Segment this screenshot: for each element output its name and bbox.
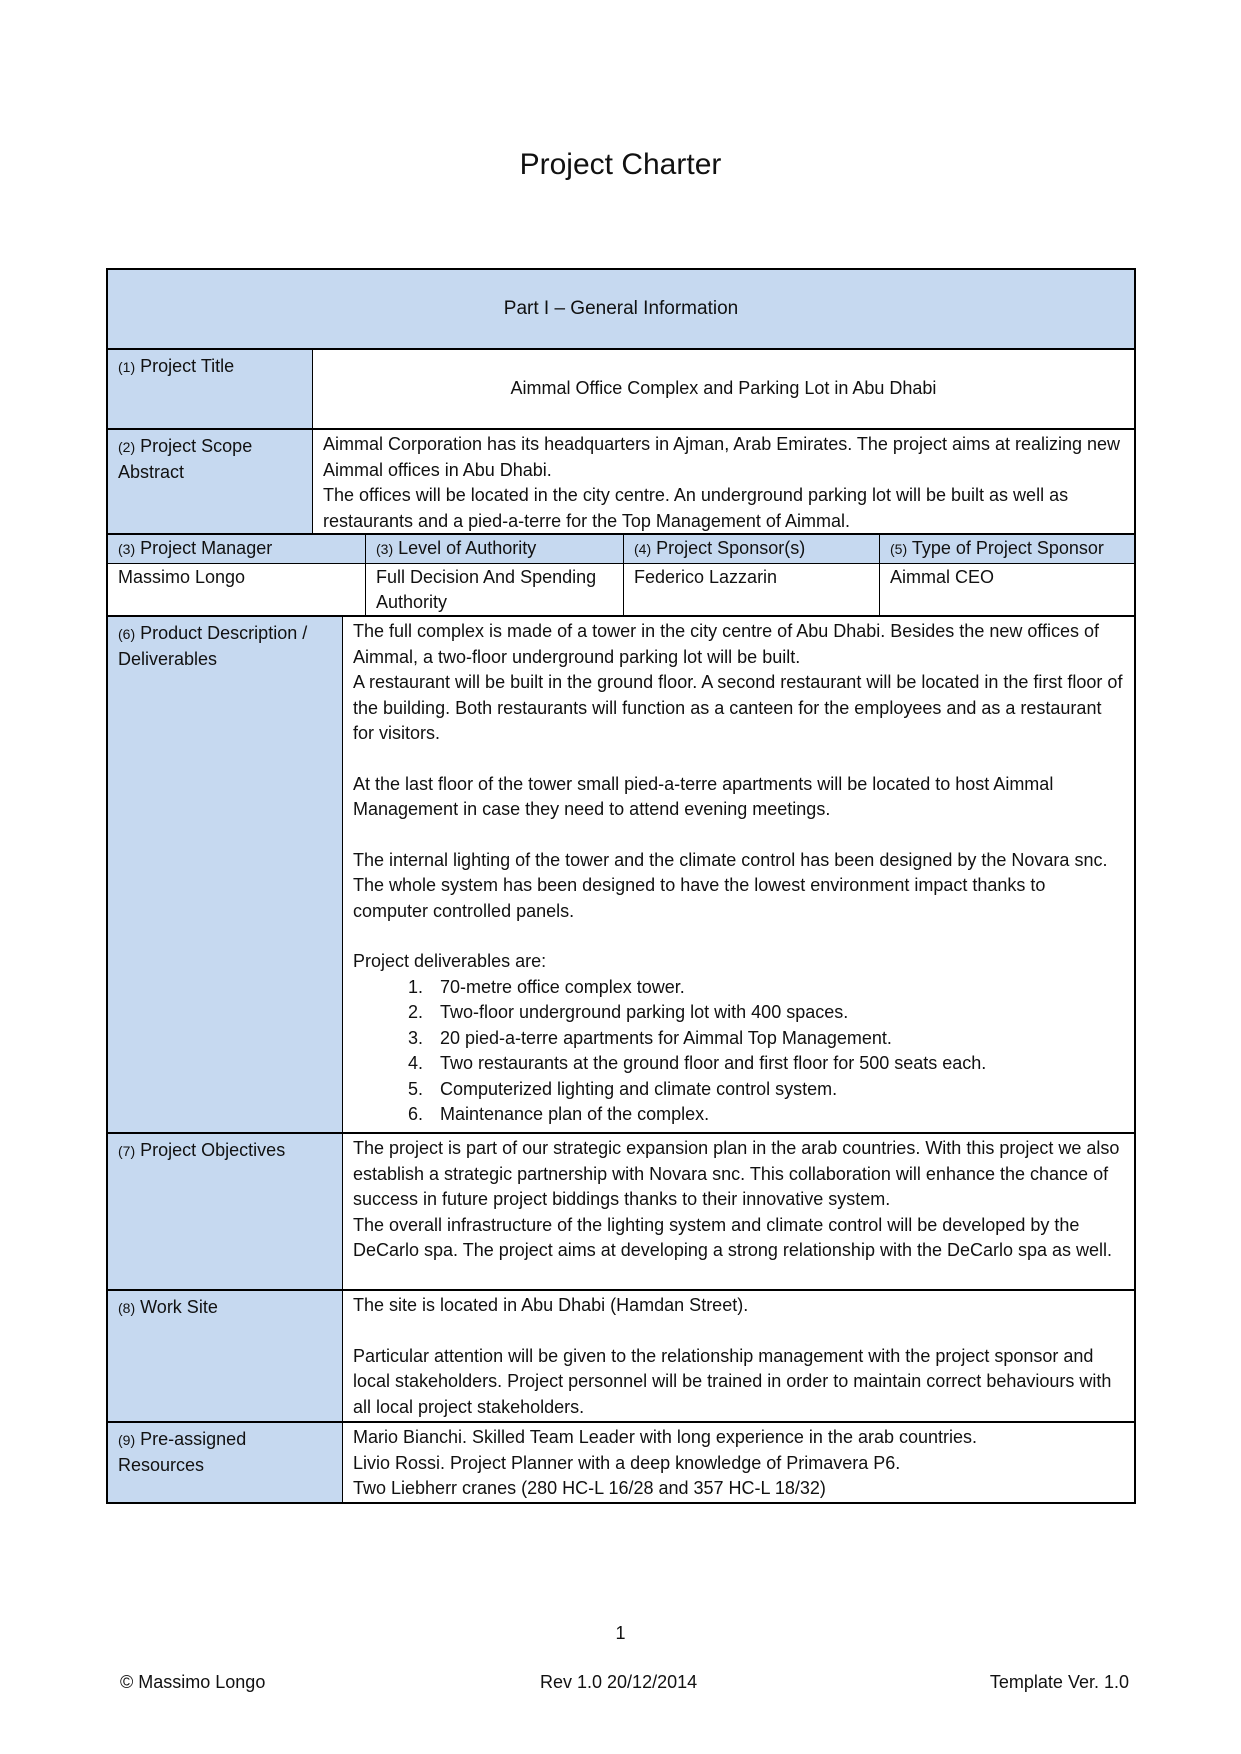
- resources-label: [108, 1423, 343, 1502]
- field-label: Work Site: [140, 1297, 218, 1317]
- objectives-paragraph: The overall infrastructure of the lighting system and climate control will be developed by the DeCarlo spa. The project aims at developing a strong relationship with the DeCarlo spa as well.: [353, 1214, 1113, 1260]
- sponsor-value: Federico Lazzarin: [624, 564, 880, 616]
- part-header: Part I – General Information: [108, 270, 1134, 348]
- manager-value: Massimo Longo: [108, 564, 366, 616]
- scope-line: The offices will be located in the city centre. An underground parking lot will be built as well as restaurants and a pied-a-terre for the Top Management of Aimmal.: [323, 485, 1069, 531]
- field-label: Pre-assigned Resources: [118, 1429, 247, 1475]
- worksite-label: [108, 1291, 343, 1421]
- scope-line: Aimmal Corporation has its headquarters in Ajman, Arab Emirates. The project aims at realizing new Aimmal offices in Abu Dhabi.: [323, 434, 1121, 480]
- worksite-row: [108, 1291, 1134, 1423]
- field-number: (6): [118, 626, 136, 642]
- manager-header: (3) Project Manager: [108, 535, 366, 563]
- field-number: (9): [118, 1432, 136, 1448]
- product-paragraph: The full complex is made of a tower in the city centre of Abu Dhabi. Besides the new offices of Aimmal, a two-floor underground parking lot will be built.: [353, 621, 1100, 667]
- worksite-paragraph: The site is located in Abu Dhabi (Hamdan Street).: [353, 1295, 749, 1315]
- resources-row: [108, 1423, 1134, 1502]
- product-paragraph: The internal lighting of the tower and the climate control has been designed by the Novara snc. The whole system has been designed to have the lowest environment impact thanks to computer controlled panels.: [353, 849, 1108, 921]
- worksite-value: [343, 1291, 1134, 1421]
- sponsor-header: (4) Project Sponsor(s): [624, 535, 880, 563]
- product-paragraph: At the last floor of the tower small pied-a-terre apartments will be located to host Aimmal Management in case they need to attend evening meetings.: [353, 773, 1054, 819]
- resource-line: Livio Rossi. Project Planner with a deep knowledge of Primavera P6.: [353, 1452, 901, 1473]
- field-label: Project Scope Abstract: [118, 436, 253, 482]
- deliverable-item: 2. Two-floor underground parking lot with 400 spaces.: [428, 1000, 1124, 1026]
- people-header: [108, 535, 1134, 564]
- sponsor-type-header: (5) Type of Project Sponsor: [890, 538, 1104, 558]
- footer-template-version: Template Ver. 1.0: [989, 1672, 1129, 1692]
- sponsor-type-value: Aimmal CEO: [890, 567, 995, 587]
- scope-label: [108, 430, 313, 533]
- worksite-paragraph: Particular attention will be given to the relationship management with the project sponsor and local stakeholders. Project personnel will be trained in order to maintain correct behaviours with all local project stakeholders.: [353, 1345, 1112, 1417]
- product-row: [108, 617, 1134, 1134]
- deliverable-item: 3. 20 pied-a-terre apartments for Aimmal Top Management.: [428, 1026, 1124, 1052]
- people-row: [108, 535, 1134, 617]
- deliverable-item: 6. Maintenance plan of the complex.: [428, 1102, 1124, 1128]
- scope-value: [313, 430, 1134, 533]
- page-number: 1: [615, 1623, 626, 1643]
- objectives-label: [108, 1134, 343, 1289]
- field-label: Project Title: [140, 356, 235, 376]
- objectives-value: [343, 1134, 1134, 1289]
- resource-line: Mario Bianchi. Skilled Team Leader with long experience in the arab countries.: [353, 1427, 978, 1447]
- product-label: [108, 617, 343, 1132]
- deliverables-intro: Project deliverables are:: [353, 951, 547, 971]
- project-title-label: [108, 350, 313, 428]
- product-paragraph: A restaurant will be built in the ground floor. A second restaurant will be located in the first floor of the building. Both restaurants will function as a canteen for the employees and as a restaurant for visitors.: [353, 672, 1123, 743]
- field-number: (2): [118, 439, 136, 455]
- page-title: Project Charter: [519, 148, 722, 181]
- objectives-paragraph: The project is part of our strategic expansion plan in the arab countries. With this project we also establish a strategic partnership with Novara snc. This collaboration will enhance the chance of success in future project biddings thanks to their innovative system.: [353, 1138, 1120, 1209]
- deliverable-item: 1. 70-metre office complex tower.: [428, 975, 1124, 1001]
- field-label: Project Objectives: [140, 1140, 286, 1160]
- objectives-row: [108, 1134, 1134, 1291]
- deliverable-item: 5. Computerized lighting and climate control system.: [428, 1077, 1124, 1103]
- scope-row: [108, 430, 1134, 535]
- resources-value: [343, 1423, 1134, 1502]
- deliverables-list: [353, 975, 1124, 1128]
- authority-header: (3) Level of Authority: [366, 535, 624, 563]
- people-values: [108, 564, 1134, 615]
- product-value: [343, 617, 1134, 1132]
- footer-copyright: © Massimo Longo: [120, 1672, 266, 1692]
- field-number: (7): [118, 1143, 136, 1159]
- field-number: (1): [118, 359, 136, 375]
- charter-table: [106, 268, 1136, 1504]
- part-header-row: [108, 270, 1134, 350]
- field-label: Product Description / Deliverables: [118, 623, 308, 669]
- deliverable-item: 4. Two restaurants at the ground floor and first floor for 500 seats each.: [428, 1051, 1124, 1077]
- project-title-value: Aimmal Office Complex and Parking Lot in Abu Dhabi: [510, 378, 937, 399]
- project-title-row: [108, 350, 1134, 430]
- authority-value: Full Decision And Spending Authority: [366, 564, 624, 616]
- footer-revision: Rev 1.0 20/12/2014: [540, 1672, 698, 1692]
- field-number: (8): [118, 1300, 136, 1316]
- resource-line: Two Liebherr cranes (280 HC-L 16/28 and 357 HC-L 18/32): [353, 1478, 826, 1498]
